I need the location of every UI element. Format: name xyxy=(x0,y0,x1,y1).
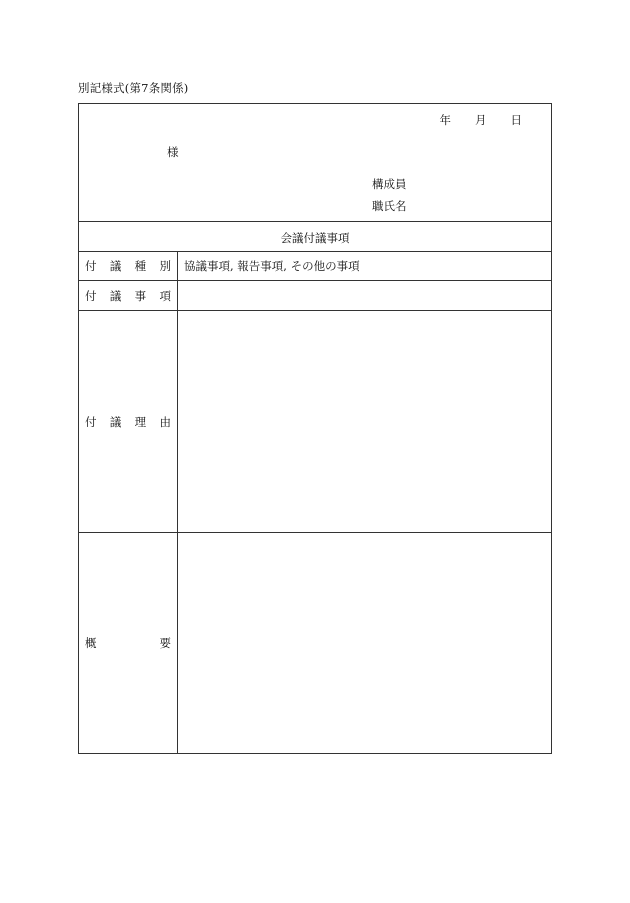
label-char: 付 xyxy=(85,414,97,429)
summary-value-cell[interactable] xyxy=(178,533,551,753)
recipient-line xyxy=(167,144,179,160)
agenda-reason-label-cell xyxy=(79,311,178,532)
agenda-type-label-cell xyxy=(79,252,178,280)
agenda-reason-value-cell[interactable] xyxy=(178,311,551,532)
label-char: 議 xyxy=(109,288,122,303)
label-char: 理 xyxy=(134,414,147,429)
date-day-label: 日 xyxy=(510,113,522,127)
agenda-type-value-cell[interactable] xyxy=(178,252,551,280)
label-char: 別 xyxy=(159,259,171,273)
agenda-matter-label-cell xyxy=(79,281,178,310)
label-char: 議 xyxy=(109,259,122,273)
label-char: 項 xyxy=(159,288,171,303)
form-title-row xyxy=(79,222,551,252)
label-char: 由 xyxy=(159,414,171,429)
recipient-honorific: 様 xyxy=(167,145,179,159)
agenda-matter-value-cell[interactable] xyxy=(178,281,551,310)
date-line xyxy=(440,112,523,128)
meeting-agenda-form xyxy=(78,103,552,754)
title-name-label: 職氏名 xyxy=(372,199,407,213)
agenda-reason-row xyxy=(79,311,551,533)
date-month-label: 月 xyxy=(475,113,487,127)
summary-row xyxy=(79,533,551,753)
form-header-block xyxy=(79,104,551,222)
date-year-label: 年 xyxy=(439,113,451,127)
label-char: 要 xyxy=(159,636,171,650)
label-char: 付 xyxy=(85,288,97,303)
agenda-type-row xyxy=(79,252,551,281)
member-label: 構成員 xyxy=(372,177,407,191)
summary-label xyxy=(85,635,171,651)
agenda-matter-row xyxy=(79,281,551,311)
agenda-reason-label xyxy=(85,414,171,430)
summary-label-cell xyxy=(79,533,178,753)
agenda-type-options: 協議事項, 報告事項, その他の事項 xyxy=(184,259,360,273)
agenda-matter-label xyxy=(85,288,171,304)
form-title: 会議付議事項 xyxy=(280,231,350,245)
label-char: 議 xyxy=(109,414,122,429)
label-char: 事 xyxy=(134,288,147,303)
form-label: 別記様式(第7条関係) xyxy=(78,81,189,95)
sender-block xyxy=(372,173,407,217)
label-char: 概 xyxy=(85,636,97,650)
label-char: 種 xyxy=(134,259,147,273)
label-char: 付 xyxy=(85,259,97,273)
agenda-type-label xyxy=(85,258,171,274)
